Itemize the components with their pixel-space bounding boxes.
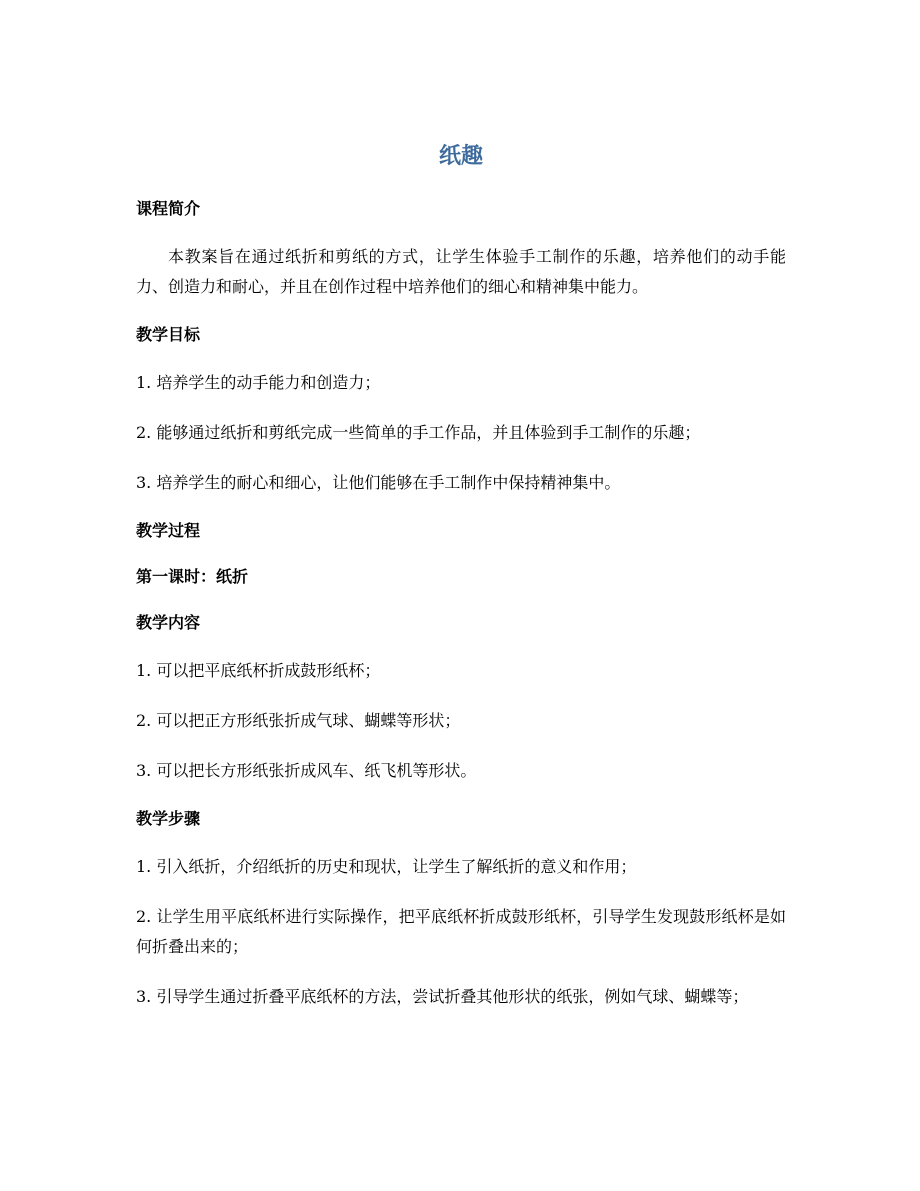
step-item-2: 2. 让学生用平底纸杯进行实际操作，把平底纸杯折成鼓形纸杯，引导学生发现鼓形纸杯是如何折叠出来的； [136,907,786,956]
section-heading-goals: 教学目标 [136,325,201,344]
content-item-3: 3. 可以把长方形纸张折成风车、纸飞机等形状。 [136,761,477,780]
lesson-1-heading: 第一课时：纸折 [136,567,249,586]
section-heading-process: 教学过程 [136,521,201,540]
content-item-1: 1. 可以把平底纸杯折成鼓形纸杯； [136,661,381,680]
goal-item-1: 1. 培养学生的动手能力和创造力； [136,373,381,392]
document-title: 纸趣 [438,144,483,169]
goal-item-3: 3. 培养学生的耐心和细心，让他们能够在手工制作中保持精神集中。 [136,473,621,492]
goal-item-2: 2. 能够通过纸折和剪纸完成一些简单的手工作品，并且体验到手工制作的乐趣； [136,423,701,442]
section-heading-content: 教学内容 [136,613,201,632]
content-item-2: 2. 可以把正方形纸张折成气球、蝴蝶等形状； [136,711,461,730]
step-item-3: 3. 引导学生通过折叠平底纸杯的方法，尝试折叠其他形状的纸张，例如气球、蝴蝶等； [136,987,749,1006]
section-heading-steps: 教学步骤 [136,809,201,828]
section-heading-intro: 课程简介 [136,199,201,218]
document-page [136,140,786,1032]
step-item-1: 1. 引入纸折，介绍纸折的历史和现状，让学生了解纸折的意义和作用； [136,857,637,876]
intro-paragraph: 本教案旨在通过纸折和剪纸的方式，让学生体验手工制作的乐趣，培养他们的动手能力、创造力和耐心，并且在创作过程中培养他们的细心和精神集中能力。 [136,247,786,296]
